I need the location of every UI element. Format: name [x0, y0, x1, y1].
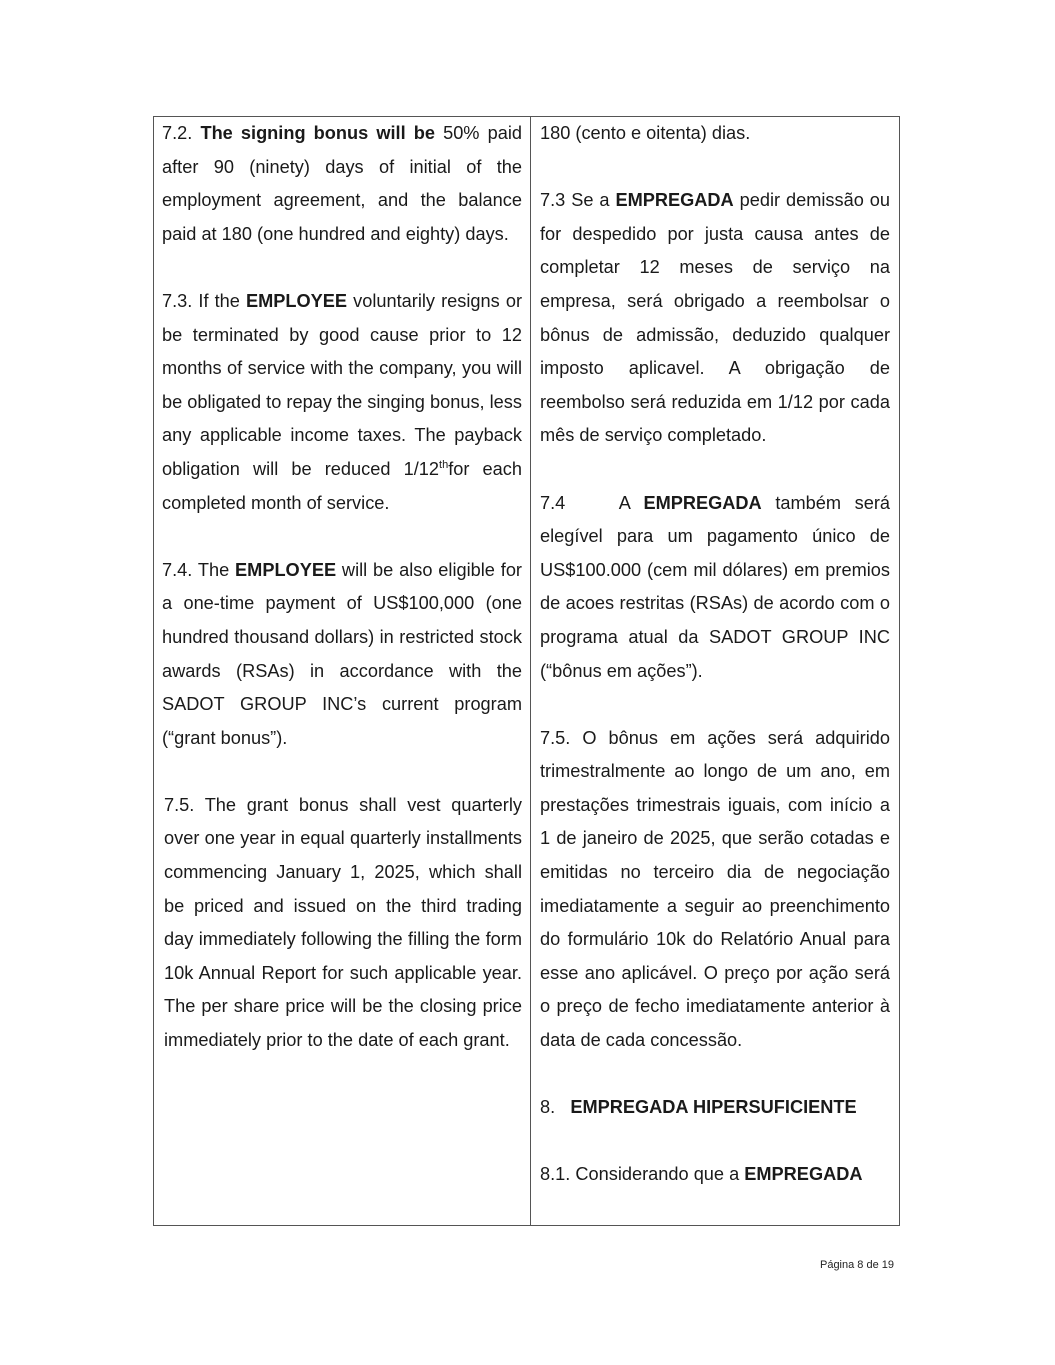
bilingual-contract-table [153, 116, 900, 1226]
clause-7-2-pt-continuation: 180 (cento e oitenta) dias. [540, 123, 751, 143]
page-number: Página 8 de 19 [819, 1259, 894, 1271]
employee-term: EMPLOYEE [246, 290, 348, 311]
english-cell-text [154, 117, 530, 1058]
english-column [154, 117, 531, 1226]
clause-7-2-en: 7.2. The signing bonus will be 50% paid after 90 (ninety) days of initial of the employment agreement, and the balance paid at 180 (one hundred and eighty) days. [162, 123, 522, 244]
empregada-term: EMPREGADA [643, 492, 762, 513]
portuguese-cell-text [531, 117, 899, 1192]
section-8-title: EMPREGADA HIPERSUFICIENTE [570, 1097, 857, 1118]
empregada-term: EMPREGADA [615, 190, 734, 211]
section-8-heading: 8. EMPREGADA HIPERSUFICIENTE [540, 1097, 857, 1118]
clause-7-4-en: 7.4. The EMPLOYEE will be also eligible for a one-time payment of US$100,000 (one hundred thousand dollars) in restricted stock awards (RSAs) in accordance with the SADOT GROUP INC’s current program (“grant bonus”). [162, 559, 522, 748]
clause-7-5-en: 7.5. The grant bonus shall vest quarterly over one year in equal quarterly installments commencing January 1, 2025, which shall be priced and issued on the third trading day immediately following the filling the form 10k Annual Report for such applicable year. The per share price will be the closing price immediately prior to the date of each grant. [164, 794, 522, 1051]
portuguese-column [531, 117, 900, 1226]
clause-7-3-en: 7.3. If the EMPLOYEE voluntarily resigns or be terminated by good cause prior to 12 months of service with the company, you will be obligated to repay the singing bonus, less any applicable income taxes. The payback obligation will be reduced 1/12thfor each completed month of service. [162, 290, 523, 513]
clause-7-3-pt: 7.3 Se a EMPREGADA pedir demissão ou for despedido por justa causa antes de completar 12 meses de serviço na empresa, será obrigado a reembolsar o bônus de admissão, deduzido qualquer imposto aplicavel. A obrigação de reembolso será reduzida em 1/12 por cada mês de serviço completado. [540, 190, 890, 446]
ordinal-suffix: th [439, 458, 449, 471]
empregada-term: EMPREGADA [744, 1164, 863, 1185]
clause-7-2-en-bold: The signing bonus will be [200, 123, 435, 143]
clause-8-1-pt: 8.1. Considerando que a EMPREGADA [540, 1164, 863, 1185]
employee-term: EMPLOYEE [235, 559, 337, 580]
clause-7-5-pt: 7.5. O bônus em ações será adquirido trimestralmente ao longo de um ano, em prestações trimestrais iguais, com início a 1 de janeiro de 2025, que serão cotadas e emitidas no terceiro dia de negociação imediatamente a seguir ao preenchimento do formulário 10k do Relatório Anual para esse ano aplicável. O preço por ação será o preço de fecho imediatamente anterior à data de cada concessão. [540, 727, 890, 1051]
table-row [154, 117, 900, 1226]
clause-7-4-pt: 7.4 A EMPREGADA também será elegível para um pagamento único de US$100.000 (cem mil dólares) em premios de acoes restritas (RSAs) de acordo com o programa atual da SADOT GROUP INC (“bônus em ações”). [540, 492, 896, 681]
